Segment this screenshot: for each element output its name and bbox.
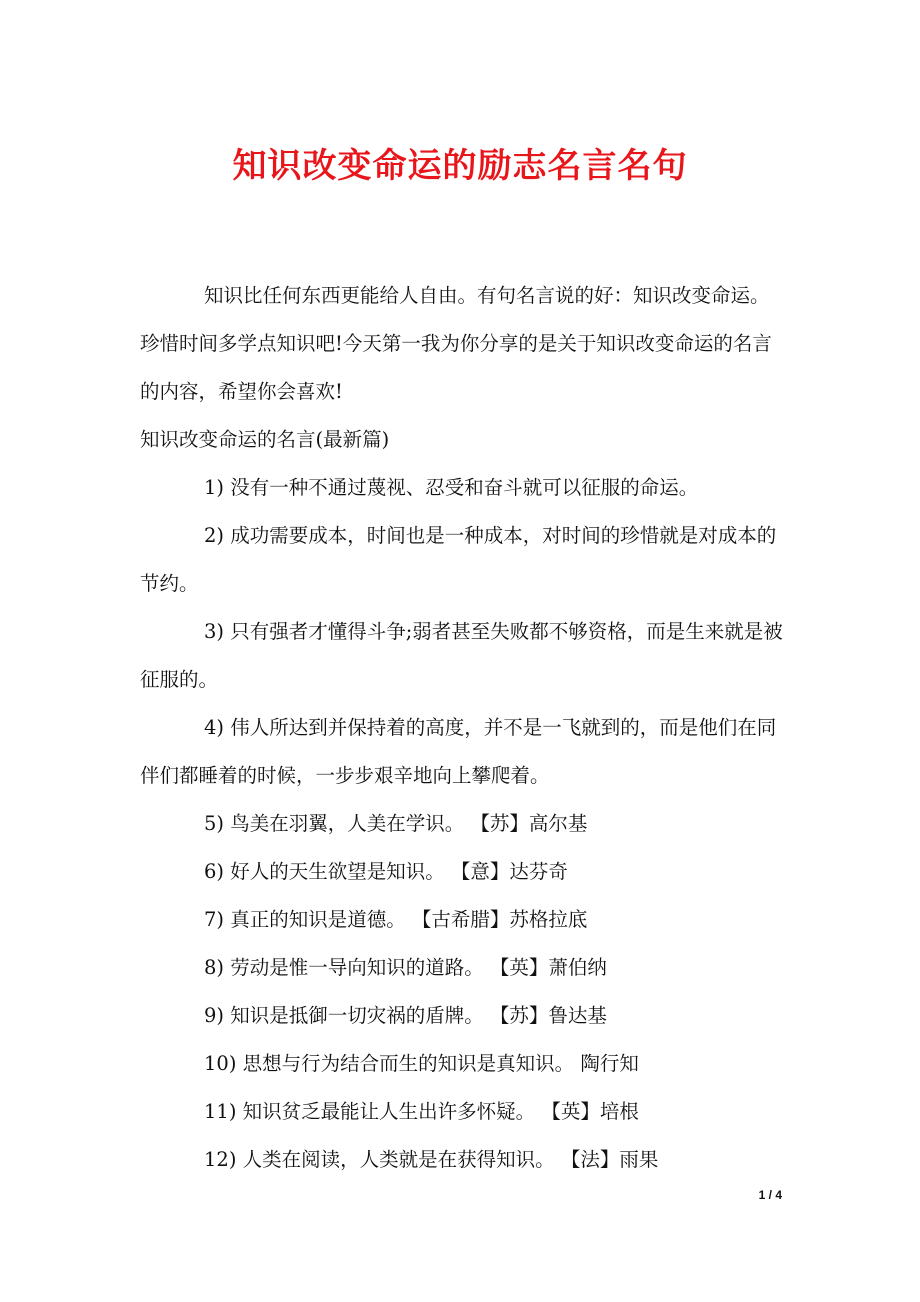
quote-item-8: 8) 劳动是惟一导向知识的道路。 【英】萧伯纳: [204, 956, 607, 979]
quote-item-7: 7) 真正的知识是道德。 【古希腊】苏格拉底: [204, 908, 588, 931]
quote-item-3: 3) 只有强者才懂得斗争;弱者甚至失败都不够资格，而是生来就是被征服的。: [140, 620, 783, 691]
quote-item-1: 1) 没有一种不通过蔑视、忍受和奋斗就可以征服的命运。: [204, 476, 699, 499]
section-heading: 知识改变命运的名言(最新篇): [140, 428, 390, 451]
intro-paragraph: 知识比任何东西更能给人自由。有句名言说的好：知识改变命运。珍惜时间多学点知识吧!今天第一我为你分享的是关于知识改变命运的名言的内容，希望你会喜欢!: [140, 284, 772, 403]
document-title: 知识改变命运的励志名言名句: [232, 146, 688, 186]
quote-item-6: 6) 好人的天生欲望是知识。 【意】达芬奇: [204, 860, 568, 883]
quote-item-10: 10) 思想与行为结合而生的知识是真知识。 陶行知: [204, 1052, 639, 1075]
quote-item-12: 12) 人类在阅读，人类就是在获得知识。 【法】雨果: [204, 1148, 659, 1171]
quote-item-5: 5) 鸟美在羽翼，人美在学识。 【苏】高尔基: [204, 812, 588, 835]
quote-item-11: 11) 知识贫乏最能让人生出许多怀疑。 【英】培根: [204, 1100, 639, 1123]
quote-item-2: 2) 成功需要成本，时间也是一种成本，对时间的珍惜就是对成本的节约。: [140, 524, 777, 595]
quote-item-9: 9) 知识是抵御一切灾祸的盾牌。 【苏】鲁达基: [204, 1004, 607, 1027]
quote-item-4: 4) 伟人所达到并保持着的高度，并不是一飞就到的，而是他们在同伴们都睡着的时候，一步步艰辛地向上攀爬着。: [140, 716, 777, 787]
page-number: 1 / 4: [758, 1188, 782, 1202]
document-body: [140, 272, 785, 1184]
